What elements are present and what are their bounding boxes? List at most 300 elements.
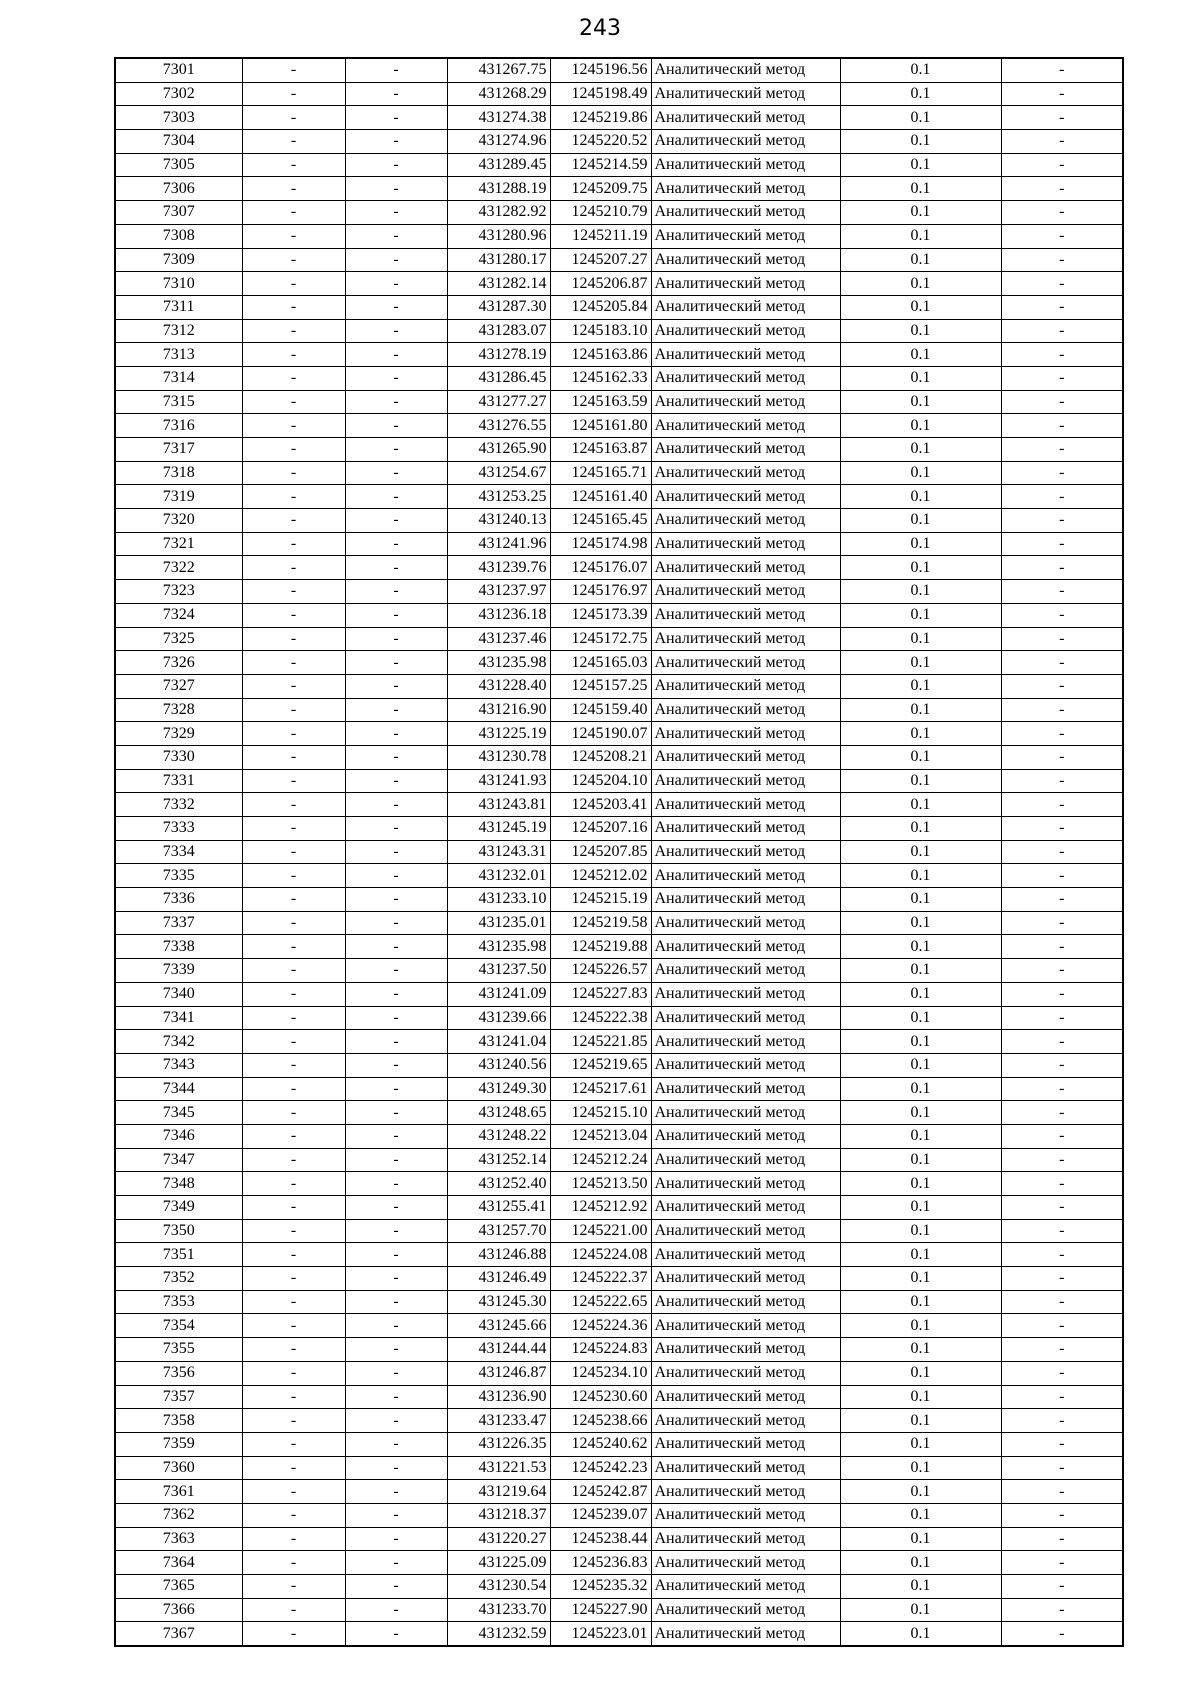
dash-cell-2: - xyxy=(345,556,447,580)
dash-cell-3: - xyxy=(1001,1172,1123,1196)
point-number-cell: 7347 xyxy=(115,1148,242,1172)
y-coordinate-cell: 1245213.50 xyxy=(550,1172,651,1196)
method-cell: Аналитический метод xyxy=(651,935,840,959)
point-number-cell: 7315 xyxy=(115,390,242,414)
table-row xyxy=(115,1196,1123,1220)
accuracy-cell: 0.1 xyxy=(840,1575,1001,1599)
accuracy-cell: 0.1 xyxy=(840,1622,1001,1646)
point-number-cell: 7356 xyxy=(115,1361,242,1385)
dash-cell-3: - xyxy=(1001,888,1123,912)
point-number-cell: 7365 xyxy=(115,1575,242,1599)
table-row xyxy=(115,224,1123,248)
dash-cell-2: - xyxy=(345,1148,447,1172)
method-cell: Аналитический метод xyxy=(651,1314,840,1338)
dash-cell-2: - xyxy=(345,1409,447,1433)
dash-cell-1: - xyxy=(242,1503,345,1527)
dash-cell-1: - xyxy=(242,817,345,841)
accuracy-cell: 0.1 xyxy=(840,153,1001,177)
dash-cell-2: - xyxy=(345,864,447,888)
x-coordinate-cell: 431248.22 xyxy=(447,1124,550,1148)
x-coordinate-cell: 431239.66 xyxy=(447,1006,550,1030)
accuracy-cell: 0.1 xyxy=(840,177,1001,201)
dash-cell-3: - xyxy=(1001,840,1123,864)
table-row xyxy=(115,580,1123,604)
x-coordinate-cell: 431287.30 xyxy=(447,295,550,319)
dash-cell-2: - xyxy=(345,1551,447,1575)
dash-cell-1: - xyxy=(242,177,345,201)
dash-cell-1: - xyxy=(242,1338,345,1362)
dash-cell-3: - xyxy=(1001,130,1123,154)
dash-cell-1: - xyxy=(242,911,345,935)
table-row xyxy=(115,1101,1123,1125)
y-coordinate-cell: 1245224.36 xyxy=(550,1314,651,1338)
dash-cell-1: - xyxy=(242,1456,345,1480)
method-cell: Аналитический метод xyxy=(651,959,840,983)
table-row xyxy=(115,959,1123,983)
table-row xyxy=(115,793,1123,817)
point-number-cell: 7308 xyxy=(115,224,242,248)
y-coordinate-cell: 1245206.87 xyxy=(550,272,651,296)
x-coordinate-cell: 431288.19 xyxy=(447,177,550,201)
table-row xyxy=(115,627,1123,651)
point-number-cell: 7325 xyxy=(115,627,242,651)
dash-cell-3: - xyxy=(1001,817,1123,841)
dash-cell-3: - xyxy=(1001,1219,1123,1243)
accuracy-cell: 0.1 xyxy=(840,1219,1001,1243)
dash-cell-2: - xyxy=(345,1053,447,1077)
x-coordinate-cell: 431245.19 xyxy=(447,817,550,841)
table-row xyxy=(115,1385,1123,1409)
x-coordinate-cell: 431237.46 xyxy=(447,627,550,651)
method-cell: Аналитический метод xyxy=(651,1077,840,1101)
table-row xyxy=(115,1598,1123,1622)
accuracy-cell: 0.1 xyxy=(840,1267,1001,1291)
dash-cell-2: - xyxy=(345,1456,447,1480)
y-coordinate-cell: 1245198.49 xyxy=(550,82,651,106)
y-coordinate-cell: 1245173.39 xyxy=(550,603,651,627)
y-coordinate-cell: 1245161.80 xyxy=(550,414,651,438)
dash-cell-2: - xyxy=(345,1101,447,1125)
table-row xyxy=(115,1456,1123,1480)
dash-cell-3: - xyxy=(1001,1527,1123,1551)
y-coordinate-cell: 1245163.87 xyxy=(550,438,651,462)
dash-cell-1: - xyxy=(242,461,345,485)
dash-cell-1: - xyxy=(242,1432,345,1456)
table-row xyxy=(115,1409,1123,1433)
accuracy-cell: 0.1 xyxy=(840,1196,1001,1220)
y-coordinate-cell: 1245163.86 xyxy=(550,343,651,367)
accuracy-cell: 0.1 xyxy=(840,698,1001,722)
accuracy-cell: 0.1 xyxy=(840,1148,1001,1172)
point-number-cell: 7309 xyxy=(115,248,242,272)
accuracy-cell: 0.1 xyxy=(840,509,1001,533)
x-coordinate-cell: 431241.04 xyxy=(447,1030,550,1054)
accuracy-cell: 0.1 xyxy=(840,651,1001,675)
accuracy-cell: 0.1 xyxy=(840,1361,1001,1385)
accuracy-cell: 0.1 xyxy=(840,840,1001,864)
table-row xyxy=(115,58,1123,82)
y-coordinate-cell: 1245219.58 xyxy=(550,911,651,935)
y-coordinate-cell: 1245222.37 xyxy=(550,1267,651,1291)
table-row xyxy=(115,461,1123,485)
dash-cell-3: - xyxy=(1001,1290,1123,1314)
point-number-cell: 7328 xyxy=(115,698,242,722)
x-coordinate-cell: 431265.90 xyxy=(447,438,550,462)
table-row xyxy=(115,485,1123,509)
x-coordinate-cell: 431228.40 xyxy=(447,674,550,698)
method-cell: Аналитический метод xyxy=(651,1598,840,1622)
y-coordinate-cell: 1245207.27 xyxy=(550,248,651,272)
x-coordinate-cell: 431221.53 xyxy=(447,1456,550,1480)
y-coordinate-cell: 1245238.66 xyxy=(550,1409,651,1433)
y-coordinate-cell: 1245212.24 xyxy=(550,1148,651,1172)
point-number-cell: 7301 xyxy=(115,58,242,82)
point-number-cell: 7303 xyxy=(115,106,242,130)
dash-cell-3: - xyxy=(1001,1503,1123,1527)
method-cell: Аналитический метод xyxy=(651,130,840,154)
accuracy-cell: 0.1 xyxy=(840,1124,1001,1148)
method-cell: Аналитический метод xyxy=(651,1338,840,1362)
x-coordinate-cell: 431241.09 xyxy=(447,982,550,1006)
point-number-cell: 7339 xyxy=(115,959,242,983)
y-coordinate-cell: 1245219.86 xyxy=(550,106,651,130)
dash-cell-3: - xyxy=(1001,224,1123,248)
x-coordinate-cell: 431241.96 xyxy=(447,532,550,556)
dash-cell-2: - xyxy=(345,793,447,817)
x-coordinate-cell: 431252.14 xyxy=(447,1148,550,1172)
dash-cell-3: - xyxy=(1001,1053,1123,1077)
y-coordinate-cell: 1245219.88 xyxy=(550,935,651,959)
method-cell: Аналитический метод xyxy=(651,1361,840,1385)
dash-cell-3: - xyxy=(1001,793,1123,817)
y-coordinate-cell: 1245227.90 xyxy=(550,1598,651,1622)
method-cell: Аналитический метод xyxy=(651,224,840,248)
method-cell: Аналитический метод xyxy=(651,556,840,580)
dash-cell-3: - xyxy=(1001,153,1123,177)
y-coordinate-cell: 1245234.10 xyxy=(550,1361,651,1385)
dash-cell-1: - xyxy=(242,1006,345,1030)
dash-cell-2: - xyxy=(345,698,447,722)
dash-cell-2: - xyxy=(345,722,447,746)
point-number-cell: 7357 xyxy=(115,1385,242,1409)
x-coordinate-cell: 431232.59 xyxy=(447,1622,550,1646)
table-row xyxy=(115,1575,1123,1599)
x-coordinate-cell: 431283.07 xyxy=(447,319,550,343)
accuracy-cell: 0.1 xyxy=(840,888,1001,912)
method-cell: Аналитический метод xyxy=(651,1101,840,1125)
point-number-cell: 7316 xyxy=(115,414,242,438)
point-number-cell: 7318 xyxy=(115,461,242,485)
point-number-cell: 7362 xyxy=(115,1503,242,1527)
accuracy-cell: 0.1 xyxy=(840,1527,1001,1551)
point-number-cell: 7342 xyxy=(115,1030,242,1054)
y-coordinate-cell: 1245214.59 xyxy=(550,153,651,177)
dash-cell-1: - xyxy=(242,793,345,817)
x-coordinate-cell: 431235.98 xyxy=(447,651,550,675)
y-coordinate-cell: 1245222.65 xyxy=(550,1290,651,1314)
dash-cell-1: - xyxy=(242,1124,345,1148)
table-row xyxy=(115,888,1123,912)
accuracy-cell: 0.1 xyxy=(840,556,1001,580)
point-number-cell: 7360 xyxy=(115,1456,242,1480)
table-row xyxy=(115,1172,1123,1196)
x-coordinate-cell: 431268.29 xyxy=(447,82,550,106)
accuracy-cell: 0.1 xyxy=(840,817,1001,841)
table-row xyxy=(115,911,1123,935)
method-cell: Аналитический метод xyxy=(651,651,840,675)
point-number-cell: 7306 xyxy=(115,177,242,201)
y-coordinate-cell: 1245240.62 xyxy=(550,1432,651,1456)
dash-cell-2: - xyxy=(345,911,447,935)
point-number-cell: 7329 xyxy=(115,722,242,746)
method-cell: Аналитический метод xyxy=(651,674,840,698)
dash-cell-3: - xyxy=(1001,438,1123,462)
table-row xyxy=(115,1243,1123,1267)
method-cell: Аналитический метод xyxy=(651,248,840,272)
y-coordinate-cell: 1245208.21 xyxy=(550,745,651,769)
table-row xyxy=(115,272,1123,296)
dash-cell-3: - xyxy=(1001,580,1123,604)
dash-cell-1: - xyxy=(242,248,345,272)
dash-cell-2: - xyxy=(345,1527,447,1551)
accuracy-cell: 0.1 xyxy=(840,485,1001,509)
accuracy-cell: 0.1 xyxy=(840,627,1001,651)
dash-cell-3: - xyxy=(1001,1480,1123,1504)
dash-cell-2: - xyxy=(345,1030,447,1054)
y-coordinate-cell: 1245242.87 xyxy=(550,1480,651,1504)
point-number-cell: 7323 xyxy=(115,580,242,604)
table-row xyxy=(115,674,1123,698)
dash-cell-3: - xyxy=(1001,1551,1123,1575)
point-number-cell: 7322 xyxy=(115,556,242,580)
dash-cell-3: - xyxy=(1001,1622,1123,1646)
dash-cell-1: - xyxy=(242,1077,345,1101)
dash-cell-2: - xyxy=(345,130,447,154)
dash-cell-1: - xyxy=(242,935,345,959)
table-body xyxy=(115,58,1123,1646)
accuracy-cell: 0.1 xyxy=(840,1456,1001,1480)
y-coordinate-cell: 1245223.01 xyxy=(550,1622,651,1646)
dash-cell-2: - xyxy=(345,1480,447,1504)
y-coordinate-cell: 1245217.61 xyxy=(550,1077,651,1101)
x-coordinate-cell: 431249.30 xyxy=(447,1077,550,1101)
table-row xyxy=(115,864,1123,888)
dash-cell-3: - xyxy=(1001,627,1123,651)
method-cell: Аналитический метод xyxy=(651,1124,840,1148)
table-row xyxy=(115,343,1123,367)
dash-cell-2: - xyxy=(345,248,447,272)
method-cell: Аналитический метод xyxy=(651,1551,840,1575)
dash-cell-3: - xyxy=(1001,864,1123,888)
accuracy-cell: 0.1 xyxy=(840,793,1001,817)
dash-cell-3: - xyxy=(1001,769,1123,793)
dash-cell-2: - xyxy=(345,58,447,82)
y-coordinate-cell: 1245226.57 xyxy=(550,959,651,983)
y-coordinate-cell: 1245236.83 xyxy=(550,1551,651,1575)
y-coordinate-cell: 1245204.10 xyxy=(550,769,651,793)
table-row xyxy=(115,1314,1123,1338)
table-row xyxy=(115,1006,1123,1030)
accuracy-cell: 0.1 xyxy=(840,319,1001,343)
x-coordinate-cell: 431219.64 xyxy=(447,1480,550,1504)
dash-cell-2: - xyxy=(345,935,447,959)
dash-cell-3: - xyxy=(1001,1385,1123,1409)
dash-cell-3: - xyxy=(1001,414,1123,438)
dash-cell-1: - xyxy=(242,1219,345,1243)
dash-cell-2: - xyxy=(345,1219,447,1243)
dash-cell-3: - xyxy=(1001,295,1123,319)
table-row xyxy=(115,248,1123,272)
table-row xyxy=(115,1361,1123,1385)
dash-cell-2: - xyxy=(345,1385,447,1409)
point-number-cell: 7361 xyxy=(115,1480,242,1504)
dash-cell-2: - xyxy=(345,745,447,769)
dash-cell-2: - xyxy=(345,1338,447,1362)
dash-cell-2: - xyxy=(345,1267,447,1291)
method-cell: Аналитический метод xyxy=(651,106,840,130)
method-cell: Аналитический метод xyxy=(651,390,840,414)
dash-cell-3: - xyxy=(1001,1148,1123,1172)
point-number-cell: 7340 xyxy=(115,982,242,1006)
dash-cell-1: - xyxy=(242,82,345,106)
dash-cell-3: - xyxy=(1001,982,1123,1006)
dash-cell-1: - xyxy=(242,343,345,367)
accuracy-cell: 0.1 xyxy=(840,580,1001,604)
dash-cell-1: - xyxy=(242,1622,345,1646)
x-coordinate-cell: 431286.45 xyxy=(447,366,550,390)
dash-cell-1: - xyxy=(242,1409,345,1433)
dash-cell-1: - xyxy=(242,1314,345,1338)
y-coordinate-cell: 1245174.98 xyxy=(550,532,651,556)
accuracy-cell: 0.1 xyxy=(840,366,1001,390)
dash-cell-1: - xyxy=(242,1030,345,1054)
dash-cell-3: - xyxy=(1001,343,1123,367)
accuracy-cell: 0.1 xyxy=(840,911,1001,935)
dash-cell-1: - xyxy=(242,1527,345,1551)
point-number-cell: 7314 xyxy=(115,366,242,390)
dash-cell-3: - xyxy=(1001,603,1123,627)
table-row xyxy=(115,817,1123,841)
dash-cell-3: - xyxy=(1001,272,1123,296)
accuracy-cell: 0.1 xyxy=(840,982,1001,1006)
dash-cell-1: - xyxy=(242,319,345,343)
method-cell: Аналитический метод xyxy=(651,1290,840,1314)
dash-cell-1: - xyxy=(242,1172,345,1196)
table-row xyxy=(115,1030,1123,1054)
x-coordinate-cell: 431246.88 xyxy=(447,1243,550,1267)
method-cell: Аналитический метод xyxy=(651,603,840,627)
point-number-cell: 7363 xyxy=(115,1527,242,1551)
method-cell: Аналитический метод xyxy=(651,343,840,367)
x-coordinate-cell: 431243.31 xyxy=(447,840,550,864)
y-coordinate-cell: 1245176.97 xyxy=(550,580,651,604)
dash-cell-3: - xyxy=(1001,1575,1123,1599)
point-number-cell: 7304 xyxy=(115,130,242,154)
dash-cell-1: - xyxy=(242,1196,345,1220)
y-coordinate-cell: 1245238.44 xyxy=(550,1527,651,1551)
dash-cell-2: - xyxy=(345,888,447,912)
x-coordinate-cell: 431236.90 xyxy=(447,1385,550,1409)
x-coordinate-cell: 431236.18 xyxy=(447,603,550,627)
table-row xyxy=(115,130,1123,154)
dash-cell-3: - xyxy=(1001,82,1123,106)
accuracy-cell: 0.1 xyxy=(840,769,1001,793)
method-cell: Аналитический метод xyxy=(651,698,840,722)
dash-cell-2: - xyxy=(345,224,447,248)
y-coordinate-cell: 1245207.16 xyxy=(550,817,651,841)
table-row xyxy=(115,1290,1123,1314)
method-cell: Аналитический метод xyxy=(651,509,840,533)
method-cell: Аналитический метод xyxy=(651,1243,840,1267)
dash-cell-2: - xyxy=(345,1243,447,1267)
dash-cell-1: - xyxy=(242,532,345,556)
accuracy-cell: 0.1 xyxy=(840,935,1001,959)
y-coordinate-cell: 1245165.03 xyxy=(550,651,651,675)
table-row xyxy=(115,1124,1123,1148)
accuracy-cell: 0.1 xyxy=(840,1432,1001,1456)
dash-cell-1: - xyxy=(242,1551,345,1575)
x-coordinate-cell: 431267.75 xyxy=(447,58,550,82)
accuracy-cell: 0.1 xyxy=(840,438,1001,462)
dash-cell-1: - xyxy=(242,603,345,627)
dash-cell-3: - xyxy=(1001,461,1123,485)
method-cell: Аналитический метод xyxy=(651,1456,840,1480)
table-row xyxy=(115,438,1123,462)
table-row xyxy=(115,722,1123,746)
x-coordinate-cell: 431240.13 xyxy=(447,509,550,533)
method-cell: Аналитический метод xyxy=(651,1030,840,1054)
table-row xyxy=(115,414,1123,438)
accuracy-cell: 0.1 xyxy=(840,1314,1001,1338)
x-coordinate-cell: 431276.55 xyxy=(447,414,550,438)
x-coordinate-cell: 431233.10 xyxy=(447,888,550,912)
x-coordinate-cell: 431230.78 xyxy=(447,745,550,769)
dash-cell-3: - xyxy=(1001,1243,1123,1267)
dash-cell-3: - xyxy=(1001,959,1123,983)
y-coordinate-cell: 1245157.25 xyxy=(550,674,651,698)
x-coordinate-cell: 431248.65 xyxy=(447,1101,550,1125)
dash-cell-1: - xyxy=(242,651,345,675)
point-number-cell: 7367 xyxy=(115,1622,242,1646)
dash-cell-3: - xyxy=(1001,248,1123,272)
x-coordinate-cell: 431274.96 xyxy=(447,130,550,154)
dash-cell-3: - xyxy=(1001,1030,1123,1054)
dash-cell-3: - xyxy=(1001,1267,1123,1291)
accuracy-cell: 0.1 xyxy=(840,414,1001,438)
accuracy-cell: 0.1 xyxy=(840,1503,1001,1527)
dash-cell-1: - xyxy=(242,959,345,983)
table-row xyxy=(115,1480,1123,1504)
dash-cell-2: - xyxy=(345,1622,447,1646)
x-coordinate-cell: 431226.35 xyxy=(447,1432,550,1456)
table-row xyxy=(115,390,1123,414)
y-coordinate-cell: 1245224.08 xyxy=(550,1243,651,1267)
dash-cell-3: - xyxy=(1001,935,1123,959)
dash-cell-2: - xyxy=(345,343,447,367)
dash-cell-2: - xyxy=(345,674,447,698)
accuracy-cell: 0.1 xyxy=(840,1551,1001,1575)
accuracy-cell: 0.1 xyxy=(840,864,1001,888)
y-coordinate-cell: 1245207.85 xyxy=(550,840,651,864)
dash-cell-1: - xyxy=(242,438,345,462)
point-number-cell: 7366 xyxy=(115,1598,242,1622)
point-number-cell: 7364 xyxy=(115,1551,242,1575)
dash-cell-2: - xyxy=(345,414,447,438)
x-coordinate-cell: 431235.98 xyxy=(447,935,550,959)
point-number-cell: 7346 xyxy=(115,1124,242,1148)
dash-cell-3: - xyxy=(1001,1598,1123,1622)
point-number-cell: 7332 xyxy=(115,793,242,817)
